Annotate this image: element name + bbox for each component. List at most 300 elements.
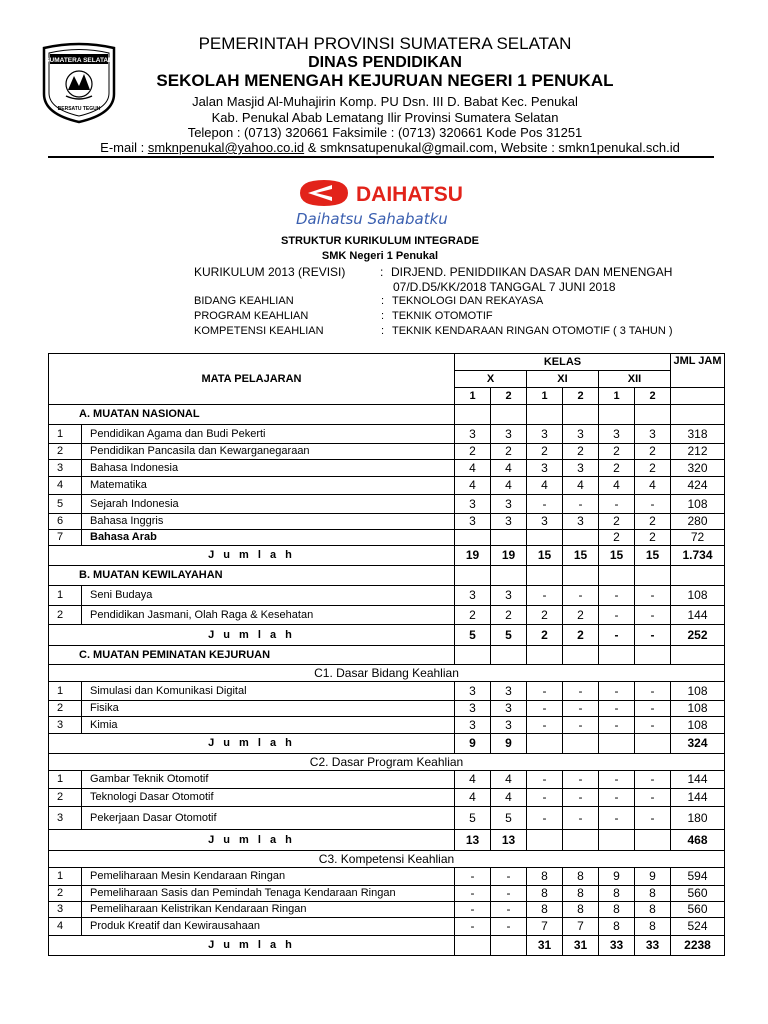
total-hours-cell: 5: [491, 625, 527, 646]
seal-top-text: SUMATERA SELATAN: [45, 57, 113, 64]
hours-cell: -: [491, 918, 527, 936]
subject-row: [49, 477, 725, 495]
total-hours-cell: 318: [671, 425, 725, 444]
program-sep: :: [381, 310, 385, 322]
total-hours-cell: [491, 936, 527, 956]
subject-number: 3: [49, 902, 82, 918]
hours-cell: -: [599, 586, 635, 606]
empty-cell: [563, 566, 599, 586]
hours-cell: -: [563, 807, 599, 830]
hours-cell: -: [563, 495, 599, 514]
hours-cell: -: [635, 495, 671, 514]
section-row: [49, 566, 725, 586]
hours-cell: [491, 530, 527, 546]
header-address-2: Kab. Penukal Abab Lematang Ilir Provinsi Sumatera Selatan: [211, 110, 559, 125]
subject-number: 2: [49, 789, 82, 807]
subject-name: Gambar Teknik Otomotif: [82, 771, 455, 789]
hours-cell: -: [491, 902, 527, 918]
subject-row: [49, 807, 725, 830]
hours-cell: [563, 530, 599, 546]
daihatsu-logo: [298, 178, 473, 208]
subsection-heading: C3. Kompetensi Keahlian: [49, 851, 725, 868]
subsection-heading: C2. Dasar Program Keahlian: [49, 754, 725, 771]
head-sem: 2: [563, 388, 599, 405]
hours-cell: 3: [491, 495, 527, 514]
total-hours-cell: [455, 936, 491, 956]
empty-cell: [635, 646, 671, 665]
hours-cell: 4: [563, 477, 599, 495]
empty-cell: [635, 405, 671, 425]
empty-cell: [635, 566, 671, 586]
hours-cell: 2: [635, 460, 671, 477]
hours-cell: 2: [599, 460, 635, 477]
hours-cell: -: [599, 495, 635, 514]
total-hours-cell: [563, 734, 599, 754]
hours-cell: 3: [455, 682, 491, 701]
grand-total-cell: 1.734: [671, 546, 725, 566]
header-divider: [48, 156, 714, 158]
empty-cell: [671, 566, 725, 586]
header-school-name: SEKOLAH MENENGAH KEJURUAN NEGERI 1 PENUKAL: [156, 71, 614, 90]
hours-cell: -: [563, 789, 599, 807]
hours-cell: 3: [455, 586, 491, 606]
hours-cell: -: [527, 807, 563, 830]
total-hours-cell: 2: [563, 625, 599, 646]
hours-cell: 5: [491, 807, 527, 830]
total-hours-cell: 320: [671, 460, 725, 477]
total-hours-cell: 15: [563, 546, 599, 566]
hours-cell: -: [599, 717, 635, 734]
hours-cell: 2: [563, 606, 599, 625]
total-hours-cell: 13: [491, 830, 527, 851]
subject-row: [49, 495, 725, 514]
total-hours-cell: [635, 734, 671, 754]
hours-cell: 4: [455, 771, 491, 789]
total-hours-cell: [635, 830, 671, 851]
empty-cell: [563, 405, 599, 425]
subject-row: [49, 701, 725, 717]
seal-bottom-text: BERSATU TEGUH: [57, 106, 101, 112]
head-grade-xii: XII: [599, 371, 671, 388]
head-sem: 1: [455, 388, 491, 405]
hours-cell: 3: [635, 425, 671, 444]
hours-cell: 4: [455, 460, 491, 477]
subject-name: Kimia: [82, 717, 455, 734]
subject-name: Pekerjaan Dasar Otomotif: [82, 807, 455, 830]
section-row: [49, 405, 725, 425]
daihatsu-wordmark: DAIHATSU: [356, 183, 463, 206]
subject-row: [49, 789, 725, 807]
empty-cell: [599, 566, 635, 586]
subject-row: [49, 460, 725, 477]
subject-number: 3: [49, 717, 82, 734]
section-row: [49, 646, 725, 665]
hours-cell: 2: [635, 530, 671, 546]
hours-cell: -: [455, 918, 491, 936]
provincial-seal-logo: [40, 42, 118, 124]
doc-title: STRUKTUR KURIKULUM INTEGRADE: [281, 235, 479, 247]
total-hours-cell: 108: [671, 586, 725, 606]
program-label: PROGRAM KEAHLIAN: [194, 310, 309, 322]
hours-cell: -: [527, 586, 563, 606]
subject-number: 4: [49, 477, 82, 495]
header-government: PEMERINTAH PROVINSI SUMATERA SELATAN: [198, 34, 572, 53]
header-phone: Telepon : (0713) 320661 Faksimile : (0713) 320661 Kode Pos 31251: [187, 125, 583, 140]
subject-row: [49, 717, 725, 734]
hours-cell: -: [455, 868, 491, 886]
hours-cell: 3: [527, 514, 563, 530]
hours-cell: -: [455, 886, 491, 902]
total-hours-cell: 560: [671, 886, 725, 902]
total-hours-cell: -: [635, 625, 671, 646]
hours-cell: -: [527, 771, 563, 789]
total-hours-cell: 15: [527, 546, 563, 566]
hours-cell: 2: [527, 444, 563, 460]
subject-row: [49, 586, 725, 606]
subject-name: Pendidikan Jasmani, Olah Raga & Kesehatan: [82, 606, 455, 625]
total-hours-cell: 108: [671, 701, 725, 717]
curriculum-table-body: [49, 354, 725, 956]
total-row: [49, 936, 725, 956]
hours-cell: 9: [635, 868, 671, 886]
empty-cell: [455, 646, 491, 665]
subsection-row: [49, 665, 725, 682]
subject-number: 3: [49, 807, 82, 830]
head-sem: 2: [491, 388, 527, 405]
hours-cell: 2: [635, 514, 671, 530]
section-heading: A. MUATAN NASIONAL: [49, 405, 455, 425]
subject-number: 2: [49, 886, 82, 902]
total-hours-cell: 19: [455, 546, 491, 566]
subject-name: Simulasi dan Komunikasi Digital: [82, 682, 455, 701]
total-hours-cell: 2: [527, 625, 563, 646]
empty-cell: [671, 405, 725, 425]
doc-subtitle: SMK Negeri 1 Penukal: [321, 250, 439, 262]
subject-name: Pemeliharaan Mesin Kendaraan Ringan: [82, 868, 455, 886]
bidang-value: TEKNOLOGI DAN REKAYASA: [392, 295, 544, 307]
total-hours-cell: 524: [671, 918, 725, 936]
subject-number: 6: [49, 514, 82, 530]
empty-cell: [527, 405, 563, 425]
hours-cell: 3: [491, 514, 527, 530]
total-row: [49, 734, 725, 754]
hours-cell: 8: [563, 902, 599, 918]
kurikulum-value-2: 07/D.D5/KK/2018 TANGGAL 7 JUNI 2018: [393, 280, 616, 294]
empty-cell: [599, 405, 635, 425]
subject-name: Produk Kreatif dan Kewirausahaan: [82, 918, 455, 936]
total-label: J u m l a h: [49, 625, 455, 646]
hours-cell: 4: [635, 477, 671, 495]
hours-cell: [455, 530, 491, 546]
hours-cell: 4: [491, 477, 527, 495]
subject-row: [49, 514, 725, 530]
subject-number: 7: [49, 530, 82, 546]
total-hours-cell: [563, 830, 599, 851]
hours-cell: 8: [635, 902, 671, 918]
empty-cell: [455, 566, 491, 586]
hours-cell: 3: [491, 717, 527, 734]
total-hours-cell: 560: [671, 902, 725, 918]
subject-name: Matematika: [82, 477, 455, 495]
head-sem: 1: [599, 388, 635, 405]
bidang-sep: :: [381, 295, 385, 307]
hours-cell: 3: [599, 425, 635, 444]
hours-cell: 8: [527, 902, 563, 918]
total-hours-cell: 13: [455, 830, 491, 851]
total-row: [49, 546, 725, 566]
head-sem: 2: [635, 388, 671, 405]
total-hours-cell: 31: [527, 936, 563, 956]
subject-name: Pemeliharaan Sasis dan Pemindah Tenaga Kendaraan Ringan: [82, 886, 455, 902]
grand-total-cell: 2238: [671, 936, 725, 956]
header-contacts: [60, 140, 720, 155]
kurikulum-label: KURIKULUM 2013 (REVISI): [194, 265, 346, 279]
daihatsu-tagline: Daihatsu Sahabatku: [296, 210, 448, 228]
hours-cell: 7: [527, 918, 563, 936]
subject-number: 4: [49, 918, 82, 936]
kompetensi-label: KOMPETENSI KEAHLIAN: [194, 325, 324, 337]
hours-cell: 5: [455, 807, 491, 830]
subject-number: 1: [49, 771, 82, 789]
subsection-row: [49, 754, 725, 771]
hours-cell: 4: [527, 477, 563, 495]
head-grade-x: X: [455, 371, 527, 388]
subject-row: [49, 771, 725, 789]
hours-cell: -: [527, 495, 563, 514]
subject-name: Bahasa Arab: [82, 530, 455, 546]
subject-name: Fisika: [82, 701, 455, 717]
empty-cell: [671, 646, 725, 665]
hours-cell: 9: [599, 868, 635, 886]
kurikulum-value-1: DIRJEND. PENIDDIIKAN DASAR DAN MENENGAH: [391, 265, 673, 279]
grand-total-cell: 324: [671, 734, 725, 754]
total-hours-cell: 31: [563, 936, 599, 956]
section-heading: C. MUATAN PEMINATAN KEJURUAN: [49, 646, 455, 665]
hours-cell: 2: [635, 444, 671, 460]
hours-cell: 8: [599, 886, 635, 902]
hours-cell: 3: [455, 514, 491, 530]
hours-cell: 8: [563, 886, 599, 902]
hours-cell: -: [563, 717, 599, 734]
hours-cell: -: [635, 789, 671, 807]
hours-cell: 8: [635, 886, 671, 902]
subject-row: [49, 682, 725, 701]
total-label: J u m l a h: [49, 830, 455, 851]
hours-cell: -: [491, 886, 527, 902]
hours-cell: -: [563, 771, 599, 789]
total-hours-cell: 180: [671, 807, 725, 830]
subject-name: Seni Budaya: [82, 586, 455, 606]
hours-cell: 3: [491, 425, 527, 444]
total-hours-cell: 144: [671, 789, 725, 807]
head-mata-pelajaran: MATA PELAJARAN: [49, 354, 455, 405]
hours-cell: -: [599, 606, 635, 625]
subject-name: Bahasa Inggris: [82, 514, 455, 530]
total-hours-cell: 5: [455, 625, 491, 646]
hours-cell: -: [599, 771, 635, 789]
subject-row: [49, 444, 725, 460]
hours-cell: -: [563, 586, 599, 606]
hours-cell: 3: [563, 514, 599, 530]
empty-cell: [491, 646, 527, 665]
hours-cell: 4: [455, 477, 491, 495]
total-hours-cell: 280: [671, 514, 725, 530]
hours-cell: -: [635, 771, 671, 789]
total-hours-cell: 33: [635, 936, 671, 956]
bidang-label: BIDANG KEAHLIAN: [194, 295, 294, 307]
total-hours-cell: 144: [671, 606, 725, 625]
total-hours-cell: 15: [599, 546, 635, 566]
total-hours-cell: 9: [455, 734, 491, 754]
subject-number: 1: [49, 425, 82, 444]
hours-cell: -: [563, 682, 599, 701]
hours-cell: 7: [563, 918, 599, 936]
total-hours-cell: 108: [671, 717, 725, 734]
hours-cell: 3: [455, 495, 491, 514]
grand-total-cell: 468: [671, 830, 725, 851]
email-link-1[interactable]: smknpenukal@yahoo.co.id: [147, 140, 305, 155]
total-hours-cell: 594: [671, 868, 725, 886]
hours-cell: 2: [599, 514, 635, 530]
subject-row: [49, 530, 725, 546]
hours-cell: -: [599, 682, 635, 701]
kompetensi-sep: :: [381, 325, 385, 337]
subject-number: 1: [49, 586, 82, 606]
subject-name: Sejarah Indonesia: [82, 495, 455, 514]
total-row: [49, 830, 725, 851]
total-label: J u m l a h: [49, 546, 455, 566]
empty-cell: [527, 646, 563, 665]
hours-cell: -: [599, 789, 635, 807]
email-rest: & smknsatupenukal@gmail.com, Website : smkn1penukal.sch.id: [304, 140, 680, 155]
program-value: TEKNIK OTOMOTIF: [392, 310, 493, 322]
subject-name: Pendidikan Pancasila dan Kewarganegaraan: [82, 444, 455, 460]
head-sem: 1: [527, 388, 563, 405]
hours-cell: 8: [635, 918, 671, 936]
hours-cell: -: [599, 701, 635, 717]
hours-cell: 8: [527, 886, 563, 902]
hours-cell: 3: [563, 425, 599, 444]
subject-number: 5: [49, 495, 82, 514]
subject-number: 1: [49, 868, 82, 886]
total-hours-cell: 33: [599, 936, 635, 956]
total-hours-cell: 72: [671, 530, 725, 546]
hours-cell: 4: [455, 789, 491, 807]
hours-cell: 4: [491, 460, 527, 477]
hours-cell: 4: [599, 477, 635, 495]
total-hours-cell: [527, 734, 563, 754]
subject-row: [49, 425, 725, 444]
subject-row: [49, 606, 725, 625]
subject-name: Pemeliharaan Kelistrikan Kendaraan Ringan: [82, 902, 455, 918]
hours-cell: 2: [599, 530, 635, 546]
hours-cell: 2: [599, 444, 635, 460]
grand-total-cell: 252: [671, 625, 725, 646]
head-grade-xi: XI: [527, 371, 599, 388]
total-hours-cell: 15: [635, 546, 671, 566]
header-department: DINAS PENDIDIKAN: [308, 54, 462, 71]
subject-number: 1: [49, 682, 82, 701]
total-hours-cell: -: [599, 625, 635, 646]
hours-cell: -: [527, 717, 563, 734]
hours-cell: 3: [491, 682, 527, 701]
subject-name: Pendidikan Agama dan Budi Pekerti: [82, 425, 455, 444]
subject-name: Bahasa Indonesia: [82, 460, 455, 477]
hours-cell: 8: [563, 868, 599, 886]
total-hours-cell: 19: [491, 546, 527, 566]
subsection-heading: C1. Dasar Bidang Keahlian: [49, 665, 725, 682]
hours-cell: [527, 530, 563, 546]
empty-cell: [491, 566, 527, 586]
hours-cell: -: [635, 717, 671, 734]
hours-cell: -: [563, 701, 599, 717]
hours-cell: 4: [491, 789, 527, 807]
subsection-row: [49, 851, 725, 868]
hours-cell: -: [635, 701, 671, 717]
hours-cell: 2: [491, 606, 527, 625]
hours-cell: -: [491, 868, 527, 886]
kompetensi-value: TEKNIK KENDARAAN RINGAN OTOMOTIF ( 3 TAHUN ): [392, 325, 673, 337]
total-hours-cell: 108: [671, 682, 725, 701]
empty-cell: [455, 405, 491, 425]
hours-cell: 8: [527, 868, 563, 886]
hours-cell: 8: [599, 918, 635, 936]
subject-row: [49, 886, 725, 902]
hours-cell: 3: [527, 460, 563, 477]
total-row: [49, 625, 725, 646]
total-hours-cell: 9: [491, 734, 527, 754]
hours-cell: 2: [455, 606, 491, 625]
total-label: J u m l a h: [49, 936, 455, 956]
total-label: J u m l a h: [49, 734, 455, 754]
total-hours-cell: 144: [671, 771, 725, 789]
hours-cell: -: [635, 586, 671, 606]
hours-cell: 3: [455, 425, 491, 444]
hours-cell: 2: [527, 606, 563, 625]
subject-row: [49, 918, 725, 936]
subject-name: Teknologi Dasar Otomotif: [82, 789, 455, 807]
hours-cell: 2: [563, 444, 599, 460]
hours-cell: 3: [491, 586, 527, 606]
hours-cell: -: [527, 682, 563, 701]
hours-cell: -: [599, 807, 635, 830]
head-jml-jam: JML JAM: [671, 354, 725, 388]
hours-cell: -: [635, 807, 671, 830]
subject-row: [49, 902, 725, 918]
head-empty: [671, 388, 725, 405]
hours-cell: 3: [527, 425, 563, 444]
subject-number: 2: [49, 444, 82, 460]
total-hours-cell: 424: [671, 477, 725, 495]
email-label: E-mail :: [100, 140, 148, 155]
header-address-1: Jalan Masjid Al-Muhajirin Komp. PU Dsn. III D. Babat Kec. Penukal: [192, 94, 578, 109]
head-kelas: KELAS: [455, 354, 671, 371]
hours-cell: 3: [455, 701, 491, 717]
curriculum-table: [48, 353, 725, 956]
hours-cell: -: [635, 682, 671, 701]
empty-cell: [599, 646, 635, 665]
kurikulum-sep: :: [380, 265, 384, 279]
hours-cell: 2: [491, 444, 527, 460]
hours-cell: -: [455, 902, 491, 918]
subject-row: [49, 868, 725, 886]
total-hours-cell: [527, 830, 563, 851]
hours-cell: 3: [455, 717, 491, 734]
hours-cell: -: [635, 606, 671, 625]
hours-cell: 3: [563, 460, 599, 477]
subject-number: 2: [49, 701, 82, 717]
total-hours-cell: 108: [671, 495, 725, 514]
